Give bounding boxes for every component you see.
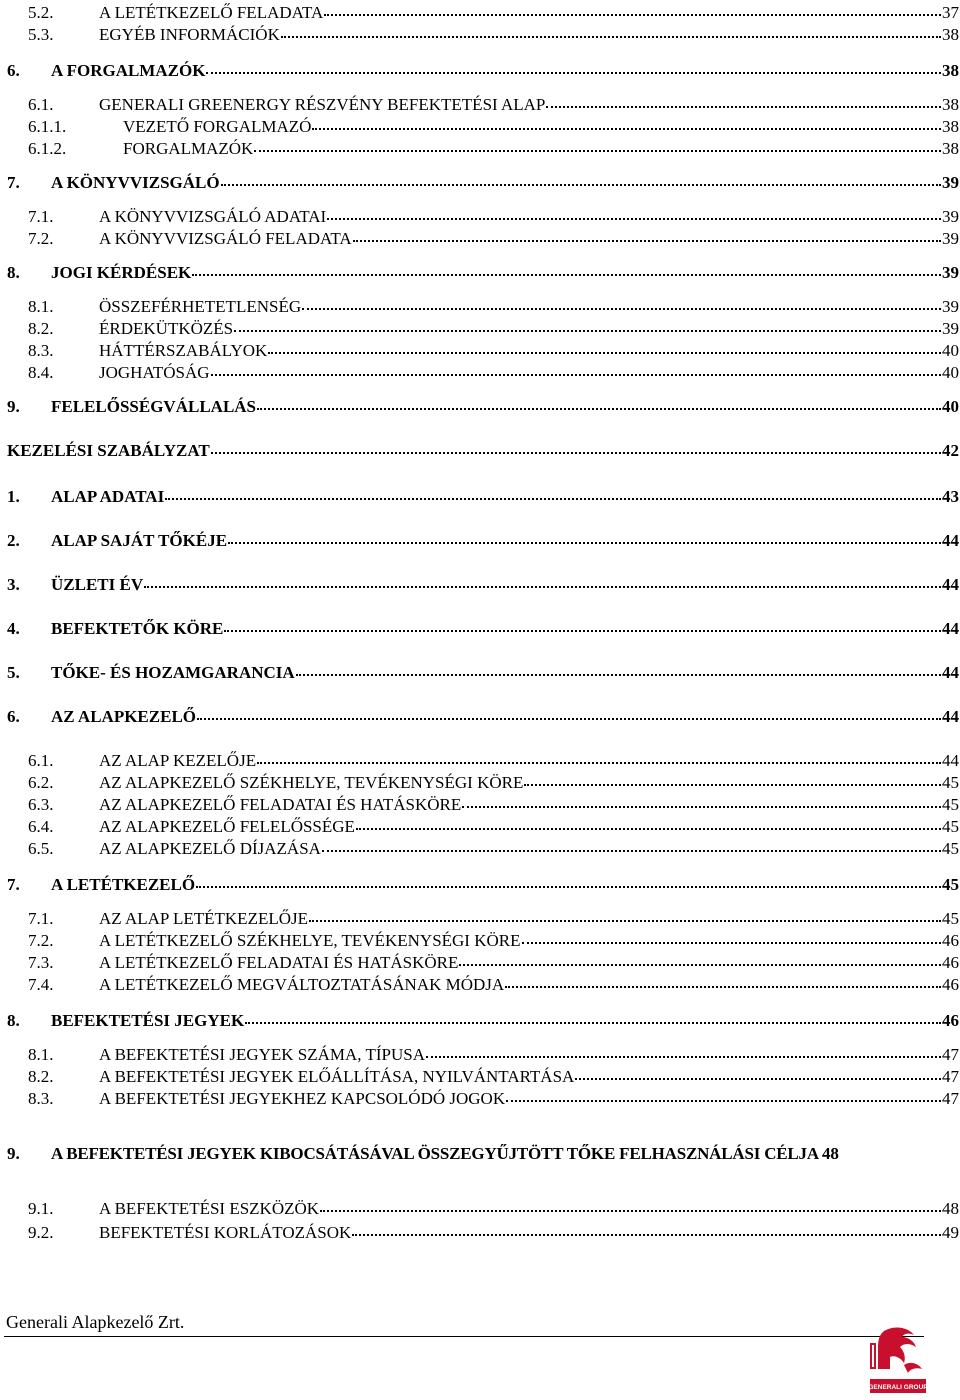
toc-entry-page: 38 <box>942 139 959 158</box>
toc-entry-number: 5.2. <box>28 3 54 22</box>
toc-entry-page: 45 <box>942 909 959 928</box>
toc-leader-dots <box>254 150 941 152</box>
toc-leader-dots <box>546 106 941 108</box>
toc-entry[interactable] <box>28 750 959 772</box>
toc-entry-number: 4. <box>7 619 20 638</box>
toc-entry-title: A KÖNYVVIZSGÁLÓ <box>51 173 220 192</box>
toc-entry-title: A LETÉTKEZELŐ SZÉKHELYE, TEVÉKENYSÉGI KÖRE <box>99 931 521 950</box>
toc-entry-page: 47 <box>942 1067 959 1086</box>
toc-entry-number: 8.1. <box>28 1045 54 1064</box>
toc-entry-page: 39 <box>942 173 959 192</box>
toc-leader-dots <box>356 828 941 830</box>
toc-entry-title: AZ ALAPKEZELŐ SZÉKHELYE, TEVÉKENYSÉGI KÖRE <box>99 773 524 792</box>
toc-entry-page: 45 <box>942 839 959 858</box>
toc-leader-dots <box>224 630 941 632</box>
toc-entry-number: 5.3. <box>28 25 54 44</box>
toc-entry[interactable] <box>28 816 959 838</box>
toc-entry-page: 39 <box>942 229 959 248</box>
toc-entry[interactable] <box>28 772 959 794</box>
toc-entry-page: 39 <box>942 297 959 316</box>
toc-entry-title: A KÖNYVVIZSGÁLÓ FELADATA <box>99 229 352 248</box>
toc-entry-page: 42 <box>942 441 959 460</box>
toc-entry[interactable] <box>7 706 959 728</box>
toc-leader-dots <box>320 1210 941 1212</box>
toc-entry-page: 39 <box>942 319 959 338</box>
toc-entry-page: 45 <box>942 795 959 814</box>
toc-entry-page: 47 <box>942 1045 959 1064</box>
toc-entry-page: 46 <box>942 1011 959 1030</box>
toc-entry-number: 7.4. <box>28 975 54 994</box>
toc-entry[interactable] <box>28 206 959 228</box>
toc-entry-title: A BEFEKTETÉSI JEGYEKHEZ KAPCSOLÓDÓ JOGOK <box>99 1089 506 1108</box>
toc-entry-page: 40 <box>942 341 959 360</box>
toc-entry[interactable] <box>28 1044 959 1066</box>
toc-leader-dots <box>524 784 941 786</box>
toc-leader-dots <box>322 850 941 852</box>
toc-entry-title: ALAP SAJÁT TŐKÉJE <box>51 531 228 550</box>
footer-company-name: Generali Alapkezelő Zrt. <box>6 1312 185 1332</box>
toc-entry-title: A FORGALMAZÓK <box>51 61 206 80</box>
toc-entry[interactable] <box>28 296 959 318</box>
toc-leader-dots <box>575 1078 941 1080</box>
toc-entry-title: EGYÉB INFORMÁCIÓK <box>99 25 280 44</box>
toc-entry-title: A BEFEKTETÉSI JEGYEK SZÁMA, TÍPUSA <box>99 1045 426 1064</box>
toc-entry[interactable] <box>7 440 959 462</box>
toc-entry-number: 9.2. <box>28 1223 54 1242</box>
toc-entry-page: 39 <box>942 263 959 282</box>
toc-entry[interactable] <box>7 396 959 418</box>
toc-entry-number: 8.4. <box>28 363 54 382</box>
toc-entry-title: A LETÉTKEZELŐ FELADATA <box>99 3 324 22</box>
toc-entry[interactable] <box>7 530 959 552</box>
toc-entry-title: ÜZLETI ÉV <box>51 575 144 594</box>
toc-entry-number: 8. <box>7 1011 20 1030</box>
toc-entry-number: 8. <box>7 263 20 282</box>
toc-entry-title: AZ ALAPKEZELŐ <box>51 707 197 726</box>
toc-entry[interactable] <box>28 974 959 996</box>
toc-entry[interactable] <box>28 362 959 384</box>
toc-leader-dots <box>206 72 941 74</box>
toc-entry-title: TŐKE- ÉS HOZAMGARANCIA <box>51 663 295 682</box>
toc-leader-dots <box>165 498 941 500</box>
toc-entry-number: 8.1. <box>28 297 54 316</box>
toc-entry-title: A LETÉTKEZELŐ FELADATAI ÉS HATÁSKÖRE <box>99 953 459 972</box>
toc-entry-number: 8.2. <box>28 319 54 338</box>
toc-entry[interactable] <box>28 2 959 24</box>
toc-entry-title: GENERALI GREENERGY RÉSZVÉNY BEFEKTETÉSI ALAP <box>99 95 546 114</box>
toc-leader-dots <box>281 36 941 38</box>
toc-entry-page: 37 <box>942 3 959 22</box>
toc-leader-dots <box>197 718 941 720</box>
toc-leader-dots <box>296 674 941 676</box>
toc-entry-page: 44 <box>942 751 959 770</box>
toc-entry-page: 38 <box>942 117 959 136</box>
toc-entry-number: 7.2. <box>28 229 54 248</box>
toc-entry-page: 47 <box>942 1089 959 1108</box>
toc-entry-page: 49 <box>942 1223 959 1242</box>
toc-entry-page: 43 <box>942 487 959 506</box>
toc-entry-number: 3. <box>7 575 20 594</box>
toc-entry-page: 40 <box>942 363 959 382</box>
toc-entry-number: 7.3. <box>28 953 54 972</box>
toc-entry[interactable] <box>28 1088 959 1110</box>
toc-entry-title: JOGI KÉRDÉSEK <box>51 263 192 282</box>
toc-entry-title: AZ ALAPKEZELŐ DÍJAZÁSA <box>99 839 321 858</box>
toc-entry-page: 46 <box>942 931 959 950</box>
toc-entry-title: A BEFEKTETÉSI JEGYEK ELŐÁLLÍTÁSA, NYILVÁNTARTÁSA <box>99 1067 575 1086</box>
toc-entry-title: A BEFEKTETÉSI ESZKÖZÖK <box>99 1199 320 1218</box>
toc-leader-dots <box>221 184 941 186</box>
toc-leader-dots <box>257 408 941 410</box>
toc-leader-dots <box>353 240 941 242</box>
toc-entry-number: 7. <box>7 173 20 192</box>
logo-text: GENERALI GROUP <box>868 1384 928 1391</box>
toc-entry[interactable] <box>7 662 959 684</box>
toc-entry-title: HÁTTÉRSZABÁLYOK <box>99 341 268 360</box>
toc-entry-title: A LETÉTKEZELŐ MEGVÁLTOZTATÁSÁNAK MÓDJA <box>99 975 505 994</box>
toc-entry[interactable] <box>28 94 959 116</box>
toc-entry-title: KEZELÉSI SZABÁLYZAT <box>7 441 210 460</box>
toc-entry-page: 40 <box>942 397 959 416</box>
generali-logo <box>864 1325 930 1395</box>
toc-leader-dots <box>459 964 941 966</box>
toc-leader-dots <box>327 218 941 220</box>
generali-lion-icon <box>864 1325 930 1395</box>
toc-entry-number: 9. <box>7 397 20 416</box>
toc-entry-page: 38 <box>942 95 959 114</box>
toc-entry[interactable] <box>7 574 959 596</box>
toc-entry-number: 7.1. <box>28 909 54 928</box>
toc-entry-title: BEFEKTETÉSI JEGYEK <box>51 1011 245 1030</box>
toc-entry-page: 48 <box>942 1199 959 1218</box>
toc-leader-dots <box>144 586 941 588</box>
toc-entry[interactable] <box>7 262 959 284</box>
toc-leader-dots <box>211 452 941 454</box>
toc-entry-title: ÖSSZEFÉRHETETLENSÉG <box>99 297 302 316</box>
toc-entry-number: 6.5. <box>28 839 54 858</box>
toc-leader-dots <box>228 542 941 544</box>
toc-leader-dots <box>234 330 941 332</box>
toc-entry-title: ÉRDEKÜTKÖZÉS <box>99 319 234 338</box>
toc-entry[interactable] <box>28 930 959 952</box>
toc-entry-title: FORGALMAZÓK <box>123 139 254 158</box>
toc-leader-dots <box>426 1056 941 1058</box>
toc-leader-dots <box>505 986 941 988</box>
toc-entry-page: 38 <box>942 61 959 80</box>
toc-entry-number: 7.1. <box>28 207 54 226</box>
toc-entry-title: AZ ALAP LETÉTKEZELŐJE <box>99 909 308 928</box>
toc-leader-dots <box>462 806 941 808</box>
toc-entry-page: 45 <box>942 773 959 792</box>
toc-entry-number: 6.1. <box>28 95 54 114</box>
toc-leader-dots <box>268 352 941 354</box>
toc-entry-number: 6. <box>7 61 20 80</box>
toc-entry-number: 7.2. <box>28 931 54 950</box>
toc-entry-title: BEFEKTETÉSI KORLÁTOZÁSOK <box>99 1223 352 1242</box>
toc-entry-page: 38 <box>942 25 959 44</box>
toc-entry-page: 44 <box>942 663 959 682</box>
toc-entry[interactable] <box>28 1198 959 1220</box>
toc-entry-title: FELELŐSSÉGVÁLLALÁS <box>51 397 257 416</box>
toc-entry-title: JOGHATÓSÁG <box>99 363 210 382</box>
toc-entry[interactable] <box>7 486 959 508</box>
toc-entry-number: 8.3. <box>28 1089 54 1108</box>
toc-entry-page: 46 <box>942 975 959 994</box>
toc-entry-title: VEZETŐ FORGALMAZÓ <box>123 117 312 136</box>
toc-entry-number: 8.2. <box>28 1067 54 1086</box>
toc-entry-page: 44 <box>942 619 959 638</box>
toc-leader-dots <box>196 886 941 888</box>
toc-entry-number: 6.1. <box>28 751 54 770</box>
toc-entry[interactable] <box>28 908 959 930</box>
toc-entry[interactable] <box>7 60 959 82</box>
toc-entry[interactable] <box>28 952 959 974</box>
toc-entry[interactable] <box>7 618 959 640</box>
toc-entry[interactable] <box>7 172 959 194</box>
toc-entry-number: 9.1. <box>28 1199 54 1218</box>
toc-entry-page: 45 <box>942 875 959 894</box>
toc-entry-page: 44 <box>942 575 959 594</box>
toc-entry-number: 2. <box>7 531 20 550</box>
toc-entry-number: 6.1.1. <box>28 117 67 136</box>
toc-entry-page: 44 <box>942 531 959 550</box>
toc-entry-title: AZ ALAPKEZELŐ FELELŐSSÉGE <box>99 817 355 836</box>
toc-entry-title: ALAP ADATAI <box>51 487 165 506</box>
toc-entry[interactable] <box>28 794 959 816</box>
toc-leader-dots <box>257 762 941 764</box>
toc-entry-page: 45 <box>942 817 959 836</box>
toc-entry-page: 44 <box>942 707 959 726</box>
toc-entry-page: 39 <box>942 207 959 226</box>
toc-entry-title: A BEFEKTETÉSI JEGYEK KIBOCSÁTÁSÁVAL ÖSSZEGYŰJTÖTT TŐKE FELHASZNÁLÁSI CÉLJA 48 <box>51 1144 839 1163</box>
toc-leader-dots <box>245 1022 941 1024</box>
toc-entry[interactable] <box>28 1066 959 1088</box>
footer-divider <box>4 1336 924 1337</box>
toc-entry-number: 5. <box>7 663 20 682</box>
toc-leader-dots <box>309 920 941 922</box>
toc-leader-dots <box>324 14 941 16</box>
toc-leader-dots <box>211 374 941 376</box>
toc-entry[interactable] <box>7 874 959 896</box>
toc-entry-page: 46 <box>942 953 959 972</box>
toc-entry[interactable] <box>28 340 959 362</box>
toc-entry-number: 6. <box>7 707 20 726</box>
toc-entry-title: BEFEKTETŐK KÖRE <box>51 619 224 638</box>
toc-entry-number: 6.3. <box>28 795 54 814</box>
toc-entry[interactable] <box>28 1222 959 1244</box>
toc-entry[interactable] <box>28 138 959 160</box>
toc-entry-title: A KÖNYVVIZSGÁLÓ ADATAI <box>99 207 327 226</box>
toc-entry-title: A LETÉTKEZELŐ <box>51 875 196 894</box>
toc-entry[interactable] <box>28 24 959 46</box>
toc-leader-dots <box>352 1234 941 1236</box>
toc-entry-number: 1. <box>7 487 20 506</box>
toc-entry-wrapped[interactable] <box>7 1142 953 1165</box>
toc-entry-number: 6.2. <box>28 773 54 792</box>
toc-entry[interactable] <box>28 838 959 860</box>
toc-leader-dots <box>522 942 942 944</box>
toc-entry[interactable] <box>28 228 959 250</box>
toc-entry[interactable] <box>7 1010 959 1032</box>
toc-entry-number: 7. <box>7 875 20 894</box>
toc-leader-dots <box>506 1100 941 1102</box>
toc-entry[interactable] <box>28 116 959 138</box>
toc-entry-title: AZ ALAP KEZELŐJE <box>99 751 257 770</box>
toc-entry-number: 9. <box>7 1144 20 1163</box>
toc-entry-number: 6.4. <box>28 817 54 836</box>
toc-entry-number: 8.3. <box>28 341 54 360</box>
toc-entry[interactable] <box>28 318 959 340</box>
toc-entry-number: 6.1.2. <box>28 139 67 158</box>
toc-entry-title: AZ ALAPKEZELŐ FELADATAI ÉS HATÁSKÖRE <box>99 795 462 814</box>
toc-leader-dots <box>302 308 941 310</box>
toc-leader-dots <box>192 274 941 276</box>
toc-leader-dots <box>312 128 941 130</box>
